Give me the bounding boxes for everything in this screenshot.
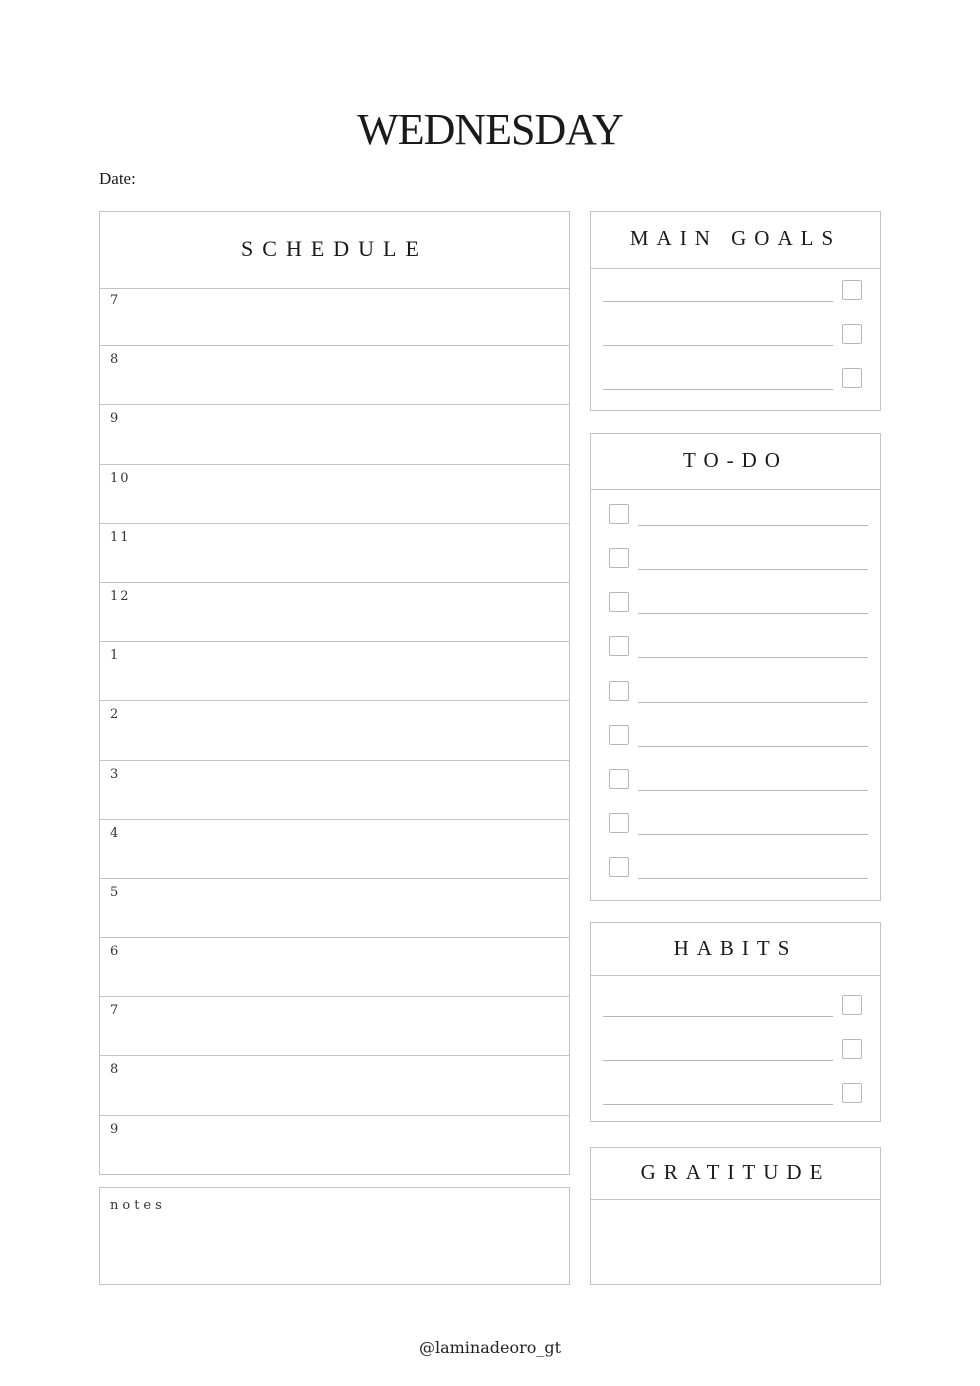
todo-line[interactable] <box>638 790 868 791</box>
hour-label: 10 <box>110 470 131 486</box>
goal-line[interactable] <box>603 389 833 390</box>
notes-label: notes <box>110 1198 166 1213</box>
page-title: WEDNESDAY <box>357 105 623 154</box>
todo-item[interactable] <box>591 592 880 616</box>
hour-label: 7 <box>110 1003 121 1019</box>
schedule-row[interactable] <box>100 583 569 642</box>
hour-label: 7 <box>110 293 121 308</box>
checkbox[interactable] <box>842 1083 862 1103</box>
hour-label: 9 <box>110 411 121 427</box>
hour-label: 12 <box>110 588 131 604</box>
todo-item[interactable] <box>591 857 880 881</box>
notes-box[interactable] <box>99 1187 570 1285</box>
todo-line[interactable] <box>638 569 868 570</box>
habit-line[interactable] <box>603 1104 833 1105</box>
checkbox[interactable] <box>609 504 629 524</box>
todo-item[interactable] <box>591 636 880 660</box>
todo-item[interactable] <box>591 548 880 572</box>
todo-line[interactable] <box>638 525 868 526</box>
habits-section <box>590 922 881 1122</box>
goal-line[interactable] <box>603 345 833 346</box>
schedule-row[interactable] <box>100 524 569 583</box>
schedule-row[interactable] <box>100 287 569 346</box>
checkbox[interactable] <box>609 813 629 833</box>
checkbox[interactable] <box>842 280 862 300</box>
schedule-row[interactable] <box>100 1116 569 1175</box>
todo-section <box>590 433 881 901</box>
goal-item[interactable] <box>591 368 880 392</box>
schedule-row[interactable] <box>100 997 569 1056</box>
date-label: Date: <box>99 169 136 188</box>
todo-line[interactable] <box>638 702 868 703</box>
hour-label: 2 <box>110 707 121 723</box>
schedule-row[interactable] <box>100 1056 569 1115</box>
hour-label: 3 <box>110 766 121 782</box>
footer-handle: @laminadeoro_gt <box>418 1338 562 1357</box>
hour-label: 1 <box>110 648 121 664</box>
hour-label: 8 <box>110 352 121 368</box>
checkbox[interactable] <box>609 548 629 568</box>
schedule-row[interactable] <box>100 405 569 464</box>
checkbox[interactable] <box>842 368 862 388</box>
schedule-row[interactable] <box>100 938 569 997</box>
habit-item[interactable] <box>591 1039 880 1063</box>
todo-line[interactable] <box>638 613 868 614</box>
checkbox[interactable] <box>609 725 629 745</box>
checkbox[interactable] <box>609 857 629 877</box>
checkbox[interactable] <box>842 324 862 344</box>
habit-line[interactable] <box>603 1060 833 1061</box>
checkbox[interactable] <box>609 769 629 789</box>
todo-item[interactable] <box>591 681 880 705</box>
schedule-row[interactable] <box>100 761 569 820</box>
habit-item[interactable] <box>591 995 880 1019</box>
todo-item[interactable] <box>591 725 880 749</box>
hour-label: 9 <box>110 1121 121 1137</box>
todo-item[interactable] <box>591 504 880 528</box>
todo-line[interactable] <box>638 878 868 879</box>
todo-heading: TO-DO <box>591 434 880 490</box>
todo-line[interactable] <box>638 834 868 835</box>
checkbox[interactable] <box>609 592 629 612</box>
hour-label: 11 <box>110 529 131 545</box>
todo-line[interactable] <box>638 746 868 747</box>
schedule-row[interactable] <box>100 346 569 405</box>
schedule-row[interactable] <box>100 820 569 879</box>
schedule-row[interactable] <box>100 465 569 524</box>
hour-label: 5 <box>110 884 121 900</box>
hour-label: 6 <box>110 944 121 960</box>
todo-item[interactable] <box>591 769 880 793</box>
gratitude-section[interactable] <box>590 1147 881 1285</box>
gratitude-heading: GRATITUDE <box>591 1148 880 1200</box>
todo-item[interactable] <box>591 813 880 837</box>
schedule-row[interactable] <box>100 701 569 760</box>
hour-label: 4 <box>110 825 121 841</box>
goal-line[interactable] <box>603 301 833 302</box>
checkbox[interactable] <box>609 681 629 701</box>
schedule-rows <box>100 287 569 1175</box>
hour-label: 8 <box>110 1062 121 1078</box>
schedule-row[interactable] <box>100 642 569 701</box>
checkbox[interactable] <box>842 995 862 1015</box>
habit-item[interactable] <box>591 1083 880 1107</box>
goal-item[interactable] <box>591 280 880 304</box>
schedule-heading: SCHEDULE <box>100 212 569 289</box>
schedule-row[interactable] <box>100 879 569 938</box>
checkbox[interactable] <box>609 636 629 656</box>
main-goals-section <box>590 211 881 411</box>
checkbox[interactable] <box>842 1039 862 1059</box>
habit-line[interactable] <box>603 1016 833 1017</box>
goal-item[interactable] <box>591 324 880 348</box>
habits-heading: HABITS <box>591 923 880 976</box>
todo-line[interactable] <box>638 657 868 658</box>
main-goals-heading: MAIN GOALS <box>591 212 880 269</box>
schedule-section <box>99 211 570 1175</box>
